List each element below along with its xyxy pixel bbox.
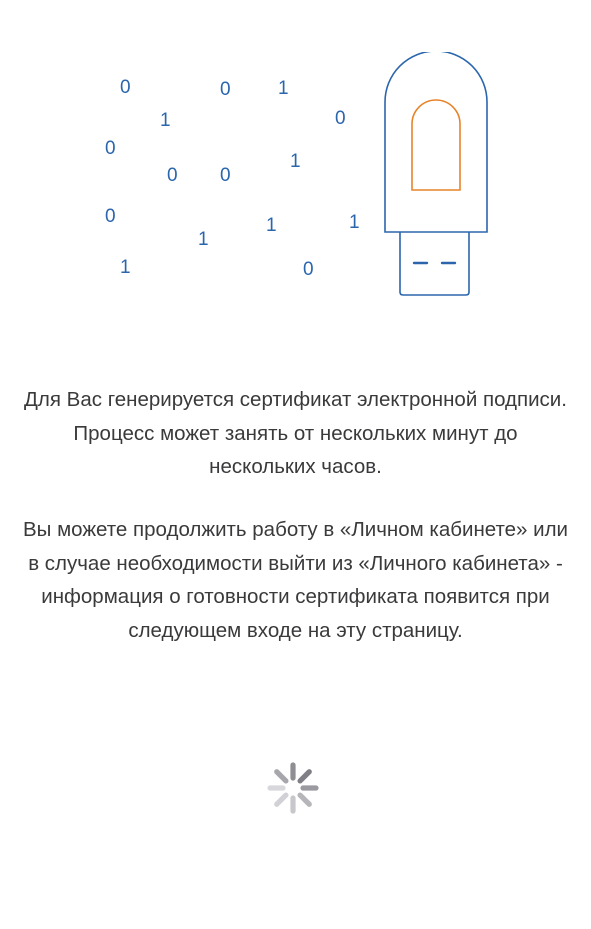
binary-digit: 1 [290, 151, 301, 172]
loading-spinner-icon [265, 760, 321, 816]
certificate-illustration [0, 0, 591, 320]
binary-digit: 0 [220, 165, 231, 186]
binary-digit: 1 [120, 257, 131, 278]
binary-digit: 0 [105, 206, 116, 227]
binary-digit: 0 [335, 108, 346, 129]
binary-digit: 1 [160, 110, 171, 131]
usb-body-outline [385, 52, 487, 232]
binary-digit: 0 [220, 79, 231, 100]
binary-digit: 1 [278, 78, 289, 99]
binary-digit: 0 [105, 138, 116, 159]
binary-digit: 0 [120, 77, 131, 98]
usb-token-icon [380, 52, 492, 302]
binary-digit: 0 [303, 259, 314, 280]
binary-digit: 1 [266, 215, 277, 236]
usb-connector-outline [400, 232, 469, 295]
binary-digit: 1 [349, 212, 360, 233]
binary-digit: 0 [167, 165, 178, 186]
usb-chip-outline [412, 100, 460, 190]
binary-digit: 1 [198, 229, 209, 250]
continue-work-info-text: Вы можете продолжить работу в «Личном кабинете» или в случае необходимости выйти из «Личного кабинета» - информация о готовности сертификата появится при следующем входе на эту страницу. [22, 518, 569, 642]
generation-status-text: Для Вас генерируется сертификат электронной подписи. Процесс может занять от нескольких минут до нескольких часов. [24, 388, 567, 478]
